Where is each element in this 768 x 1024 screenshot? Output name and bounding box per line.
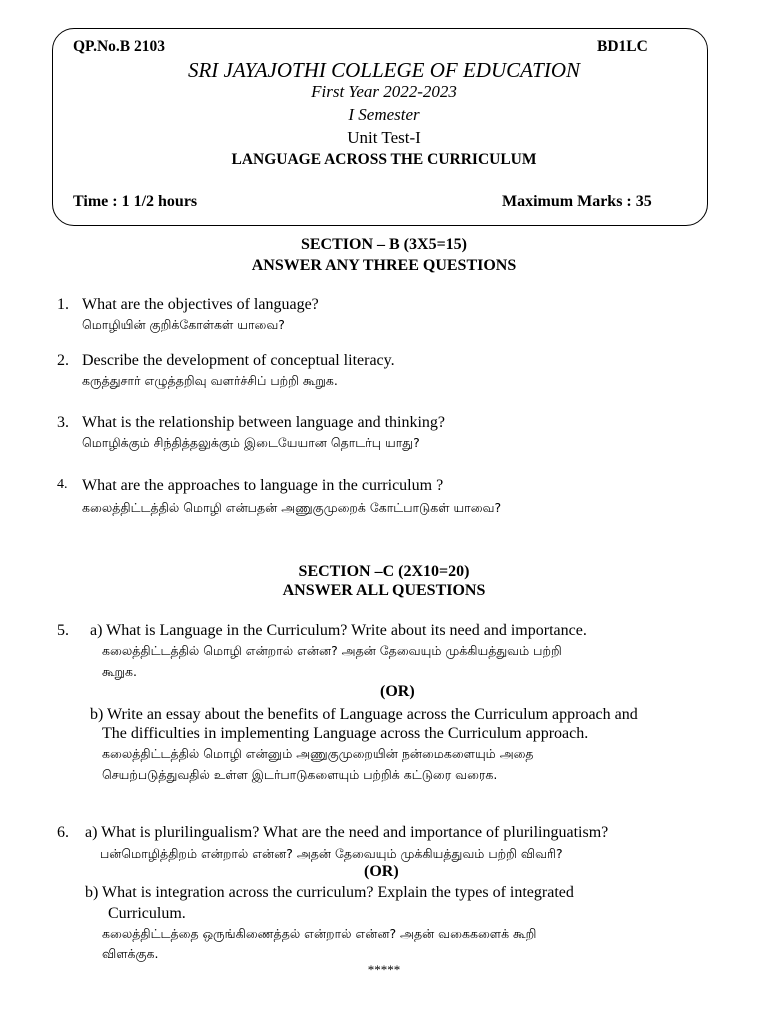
question-number: 4. bbox=[57, 477, 68, 492]
question-6b-ta: கலைத்திட்டத்தை ஒருங்கிணைத்தல் என்றால் என்ன? அதன் வகைகளைக் கூறி bbox=[102, 926, 537, 941]
question-number: 5. bbox=[57, 622, 69, 639]
qp-number: QP.No.B 2103 bbox=[73, 38, 166, 55]
question-text-en: What are the objectives of language? bbox=[82, 296, 319, 313]
question-text-en: Describe the development of conceptual literacy. bbox=[82, 352, 395, 369]
question-6b-ta-cont: விளக்குக. bbox=[102, 946, 159, 961]
academic-year: First Year 2022-2023 bbox=[311, 82, 457, 101]
question-text-ta: கலைத்திட்டத்தில் மொழி என்பதன் அணுகுமுறைக் கோட்பாடுகள் யாவை? bbox=[82, 500, 502, 515]
section-c-instruction: ANSWER ALL QUESTIONS bbox=[282, 582, 486, 599]
question-5b-ta-cont: செயற்படுத்துவதில் உள்ள இடர்பாடுகளையும் பற்றிக் கட்டுரை வரைக. bbox=[102, 767, 498, 782]
question-number: 6. bbox=[57, 824, 69, 841]
question-number: 2. bbox=[57, 352, 69, 369]
test-name: Unit Test-I bbox=[347, 128, 421, 147]
question-text-ta: கருத்துசார் எழுத்தறிவு வளர்ச்சிப் பற்றி கூறுக. bbox=[82, 373, 338, 388]
section-c-title: SECTION –C (2X10=20) bbox=[298, 563, 470, 580]
semester: I Semester bbox=[348, 105, 420, 124]
subject-title: LANGUAGE ACROSS THE CURRICULUM bbox=[231, 151, 537, 168]
question-text-ta: மொழிக்கும் சிந்தித்தலுக்கும் இடையேயான தொடர்பு யாது? bbox=[82, 435, 420, 450]
question-text-ta: மொழியின் குறிக்கோள்கள் யாவை? bbox=[82, 317, 285, 332]
question-5a-ta: கலைத்திட்டத்தில் மொழி என்றால் என்ன? அதன் தேவையும் முக்கியத்துவம் பற்றி bbox=[102, 643, 562, 658]
question-6a-ta: பன்மொழித்திறம் என்றால் என்ன? அதன் தேவையும் முக்கியத்துவம் பற்றி விவரி? bbox=[100, 846, 563, 861]
question-text-en: What is the relationship between language and thinking? bbox=[82, 414, 445, 431]
question-number: 1. bbox=[57, 296, 69, 313]
section-b-title: SECTION – B (3X5=15) bbox=[300, 236, 468, 253]
course-code: BD1LC bbox=[597, 38, 648, 55]
question-text-en: What are the approaches to language in the curriculum ? bbox=[82, 477, 444, 494]
maximum-marks: Maximum Marks : 35 bbox=[502, 193, 652, 210]
question-5a-ta-cont: கூறுக. bbox=[102, 664, 137, 679]
time-allowed: Time : 1 1/2 hours bbox=[73, 193, 198, 210]
question-5b-en: b) Write an essay about the benefits of Language across the Curriculum approach and bbox=[90, 706, 638, 723]
or-separator: (OR) bbox=[380, 683, 415, 700]
question-number: 3. bbox=[57, 414, 69, 431]
question-6b-en-cont: Curriculum. bbox=[108, 905, 186, 922]
question-6b-en: b) What is integration across the curriculum? Explain the types of integrated bbox=[85, 884, 574, 901]
question-5a-en: a) What is Language in the Curriculum? Write about its need and importance. bbox=[90, 622, 587, 639]
college-name: SRI JAYAJOTHI COLLEGE OF EDUCATION bbox=[187, 58, 581, 82]
end-marker: ***** bbox=[367, 962, 401, 977]
question-5b-en-cont: The difficulties in implementing Language across the Curriculum approach. bbox=[102, 725, 589, 742]
question-6a-en: a) What is plurilingualism? What are the need and importance of plurilinguatism? bbox=[85, 824, 609, 841]
or-separator: (OR) bbox=[364, 863, 399, 880]
section-b-instruction: ANSWER ANY THREE QUESTIONS bbox=[251, 257, 517, 274]
question-5b-ta: கலைத்திட்டத்தில் மொழி என்னும் அணுகுமுறையின் நன்மைகளையும் அதை bbox=[102, 746, 534, 761]
